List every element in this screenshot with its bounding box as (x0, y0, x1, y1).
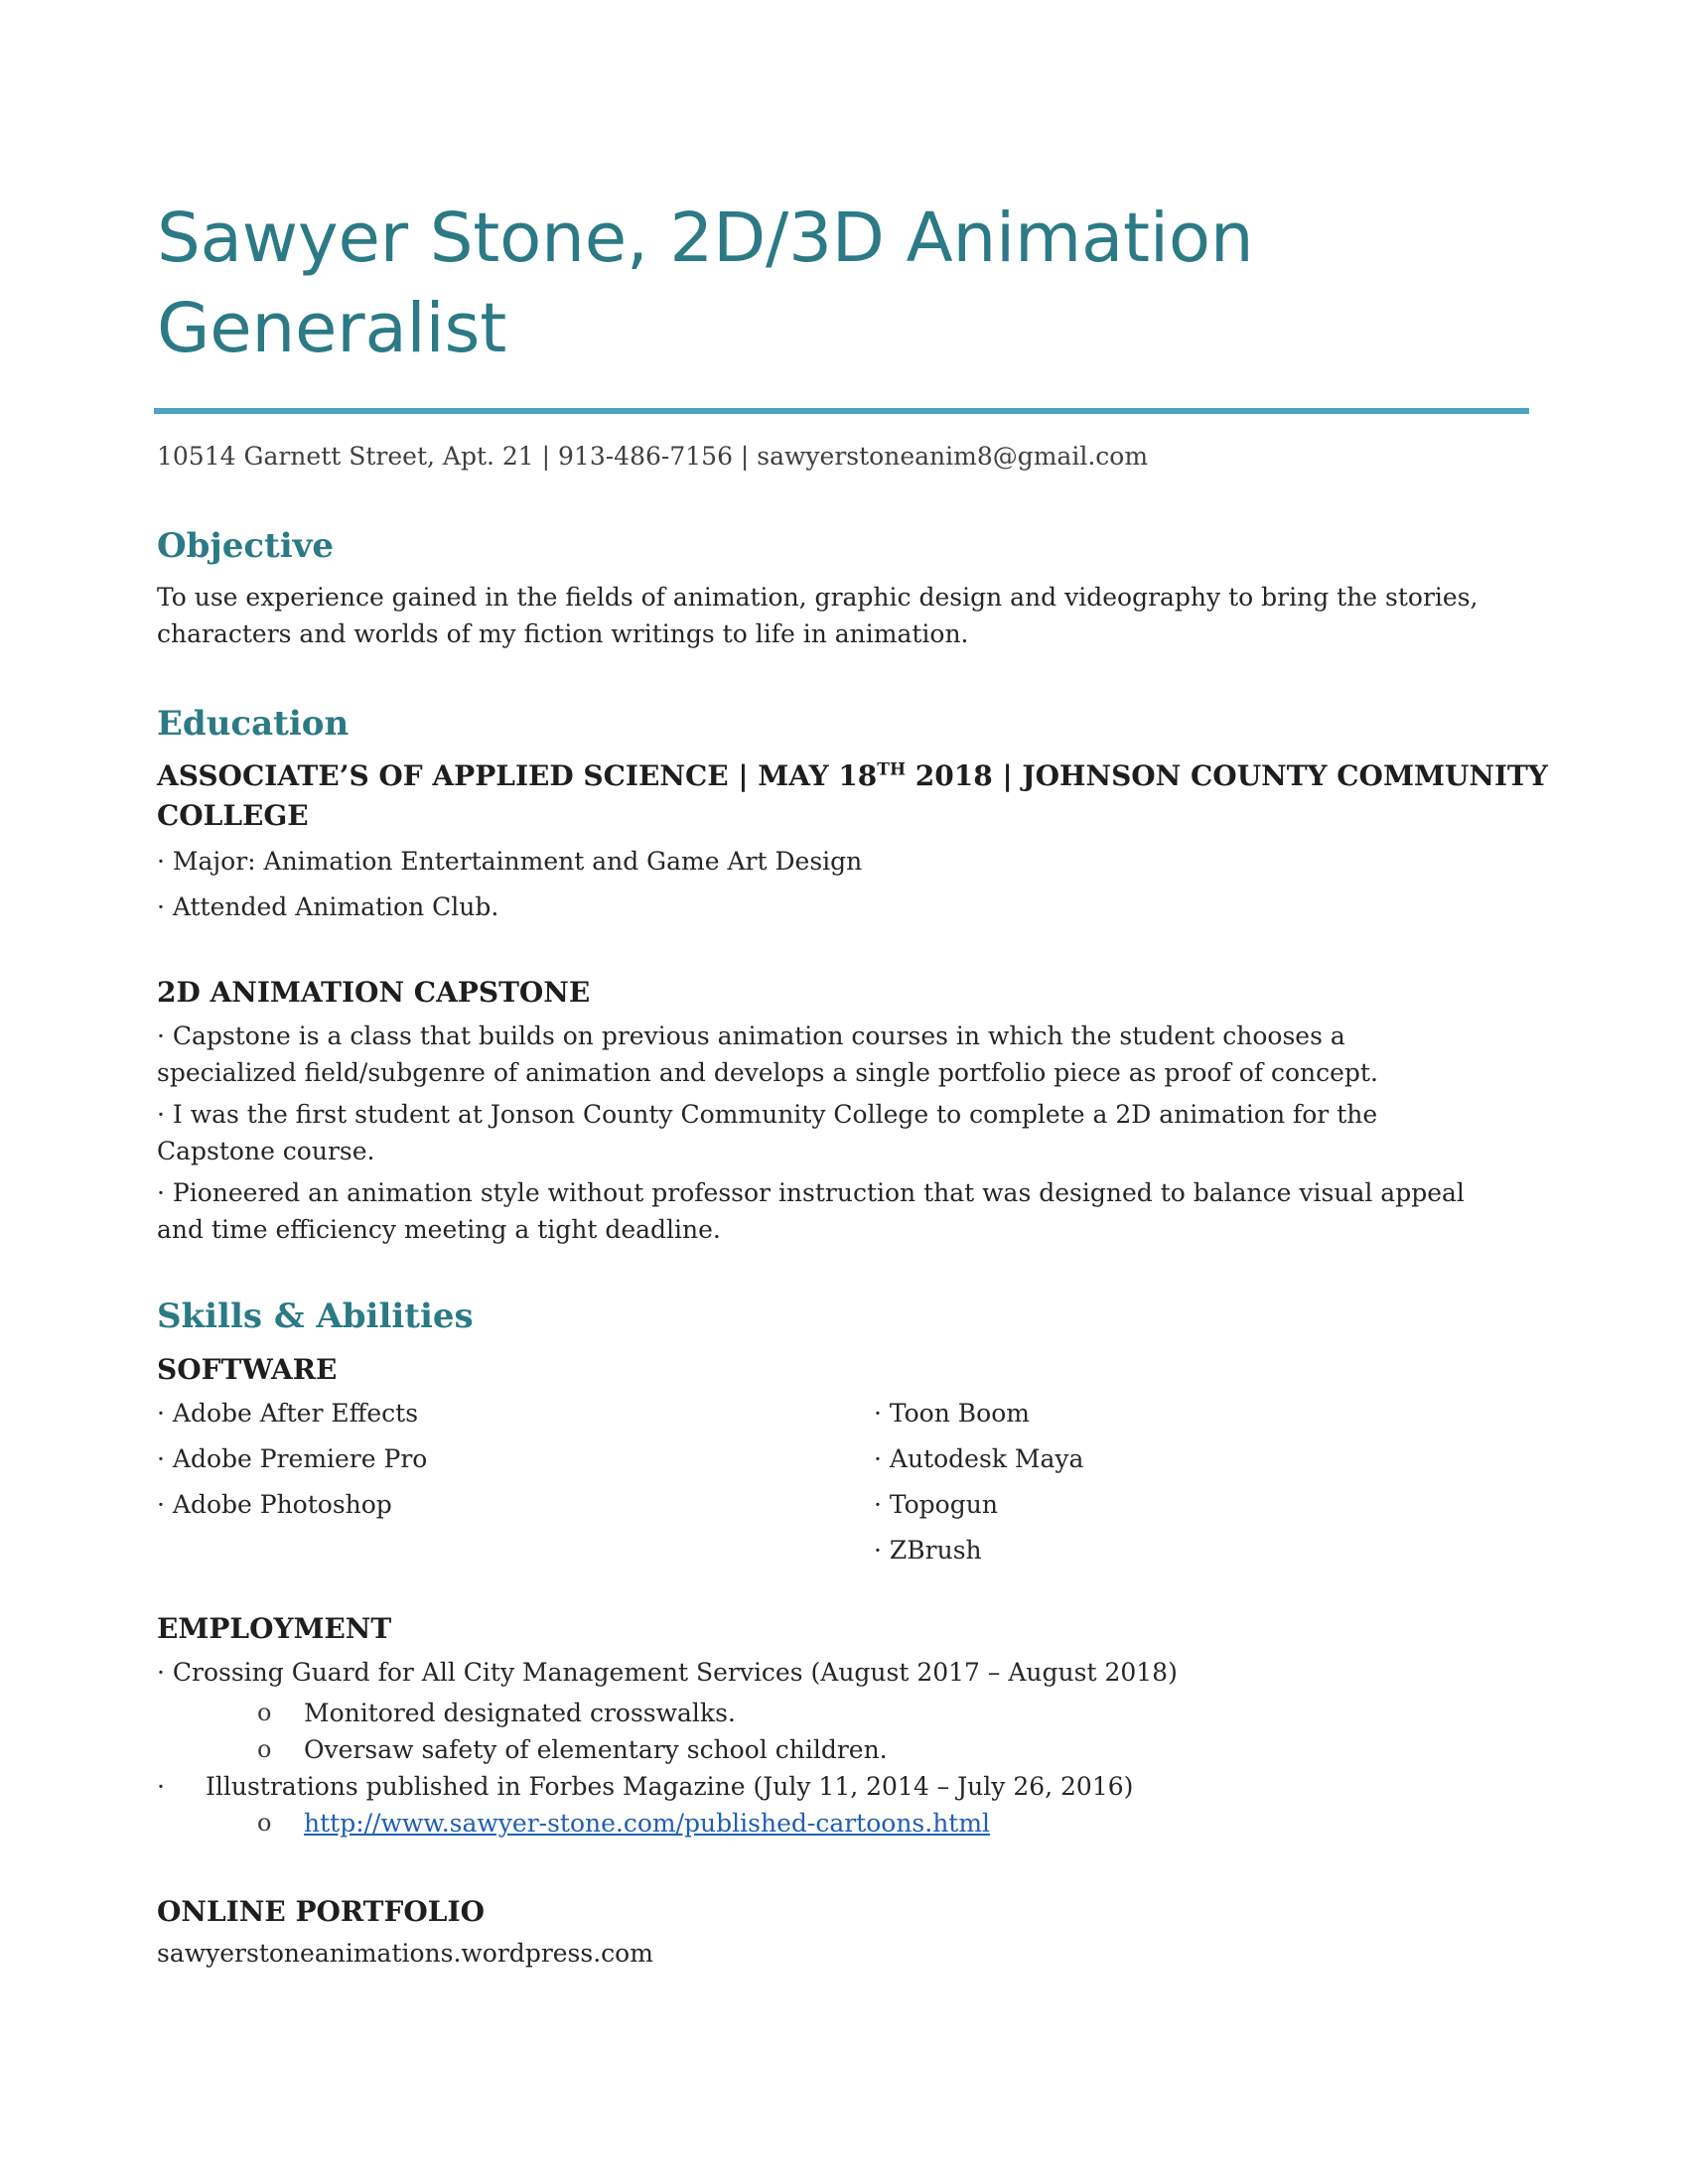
education-bullet-major: · Major: Animation Entertainment and Game Art Design (157, 847, 863, 876)
portfolio-heading: ONLINE PORTFOLIO (157, 1895, 485, 1928)
employment-job-2: Illustrations published in Forbes Magazine (July 11, 2014 – July 26, 2016) (206, 1772, 1134, 1801)
employment-heading: EMPLOYMENT (157, 1612, 392, 1645)
software-item: · Topogun (874, 1490, 998, 1519)
employment-job-1-detail: Oversaw safety of elementary school children. (304, 1735, 888, 1764)
portfolio-url: sawyerstoneanimations.wordpress.com (157, 1939, 653, 1968)
skills-heading: Skills & Abilities (157, 1297, 474, 1336)
objective-line-1: To use experience gained in the fields of animation, graphic design and videography to bring the stories, (157, 583, 1478, 612)
objective-heading: Objective (157, 526, 335, 566)
software-item: · Adobe After Effects (157, 1399, 419, 1428)
capstone-line: specialized field/subgenre of animation and develops a single portfolio piece as proof of concept. (157, 1058, 1378, 1087)
capstone-line: · Pioneered an animation style without professor instruction that was designed to balance visual appeal (157, 1178, 1465, 1207)
capstone-heading: 2D ANIMATION CAPSTONE (157, 976, 591, 1009)
published-cartoons-link[interactable]: http://www.sawyer-stone.com/published-cartoons.html (304, 1809, 991, 1838)
employment-job-1-detail: Monitored designated crosswalks. (304, 1699, 736, 1727)
title-line-2: Generalist (157, 289, 507, 368)
contact-info: 10514 Garnett Street, Apt. 21 | 913-486-7156 | sawyerstoneanim8@gmail.com (157, 442, 1149, 471)
sub-bullet-marker: o (257, 1699, 272, 1726)
education-bullet-club: · Attended Animation Club. (157, 892, 499, 921)
software-heading: SOFTWARE (157, 1353, 338, 1386)
employment-job-1: · Crossing Guard for All City Management Services (August 2017 – August 2018) (157, 1658, 1178, 1687)
sub-bullet-marker: o (257, 1735, 272, 1763)
education-heading: Education (157, 704, 350, 744)
capstone-line: · Capstone is a class that builds on previous animation courses in which the student chooses a (157, 1022, 1345, 1050)
capstone-line: and time efficiency meeting a tight deadline. (157, 1215, 721, 1244)
capstone-line: · I was the first student at Jonson County Community College to complete a 2D animation for the (157, 1100, 1378, 1129)
title-divider (154, 408, 1529, 414)
software-item: · Adobe Photoshop (157, 1490, 392, 1519)
degree-part-2: 2018 | JOHNSON COUNTY COMMUNITY (906, 759, 1548, 792)
objective-line-2: characters and worlds of my fiction writings to life in animation. (157, 619, 969, 648)
employment-job-2-bullet: · (157, 1772, 165, 1801)
software-item: · Toon Boom (874, 1399, 1030, 1428)
capstone-line: Capstone course. (157, 1137, 375, 1165)
degree-line-1 (157, 755, 1548, 796)
software-item: · Autodesk Maya (874, 1444, 1084, 1473)
resume-title (157, 194, 1527, 374)
degree-part-1: ASSOCIATE’S OF APPLIED SCIENCE | MAY 18 (157, 759, 878, 792)
software-item: · Adobe Premiere Pro (157, 1444, 428, 1473)
title-line-1: Sawyer Stone, 2D/3D Animation (157, 199, 1254, 278)
software-item: · ZBrush (874, 1536, 982, 1565)
degree-superscript: TH (877, 759, 907, 780)
sub-bullet-marker: o (257, 1809, 272, 1837)
degree-line-2: COLLEGE (157, 799, 309, 832)
